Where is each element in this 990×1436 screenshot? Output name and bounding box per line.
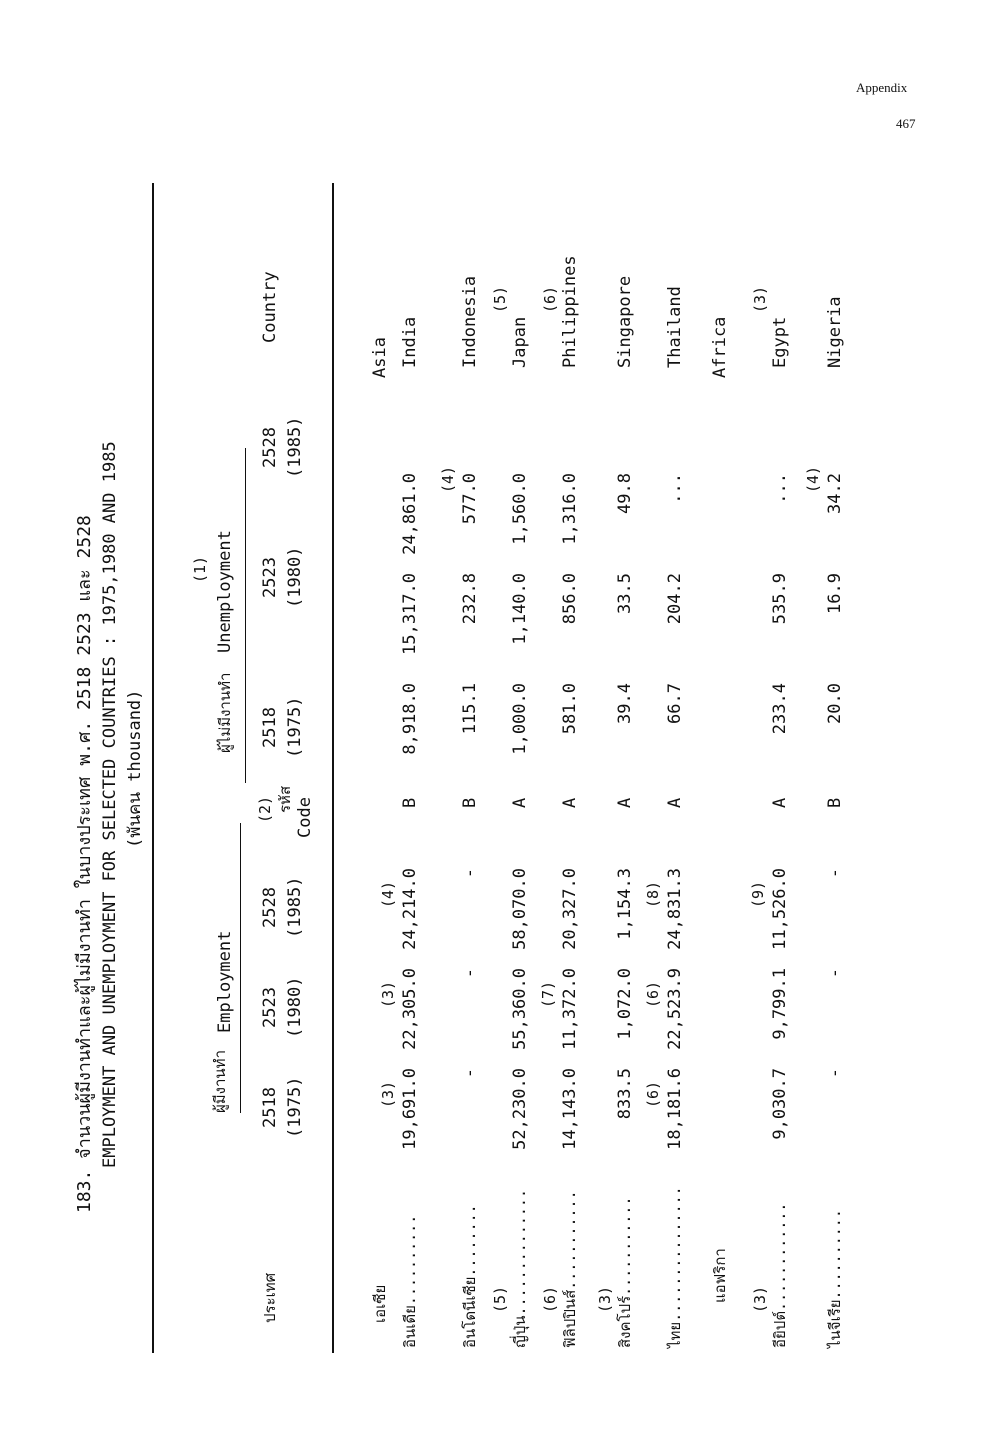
employment-value: - bbox=[825, 868, 845, 879]
employment-value: 1,154.3 bbox=[615, 868, 635, 940]
unemployment-value: 535.9 bbox=[770, 573, 790, 625]
employment-value: 833.5 bbox=[615, 1068, 635, 1120]
region-label-thai: เอเซีย bbox=[371, 1284, 389, 1323]
table-row-country-english: Indonesia bbox=[460, 275, 480, 368]
country-header-thai: ประเทศ bbox=[261, 1272, 279, 1323]
unemployment-value: 16.9 bbox=[825, 573, 845, 614]
table-row-country-thai: ไนจีเรีย.......... bbox=[826, 1209, 844, 1348]
code-value: A bbox=[510, 797, 530, 808]
employment-value: 22,305.0 bbox=[400, 968, 420, 1050]
unemployment-value: 232.8 bbox=[460, 573, 480, 625]
table-row-country-thai: อินโดนีเซีย........ bbox=[461, 1204, 479, 1348]
unemployment-year-be: 2528 bbox=[260, 427, 280, 468]
unemployment-rule bbox=[245, 448, 246, 783]
unemployment-value: 581.0 bbox=[560, 683, 580, 735]
unemployment-value: 577.0 bbox=[460, 473, 480, 525]
unemployment-value: 15,317.0 bbox=[400, 573, 420, 655]
rotated-table-page bbox=[74, 183, 960, 1353]
page-number: 467 bbox=[896, 116, 916, 131]
region-label-thai: แอฟริกา bbox=[711, 1248, 729, 1303]
table-row-country-english: India bbox=[400, 316, 420, 368]
employment-value: 18,181.6 bbox=[665, 1068, 685, 1150]
country-footnote: (5) bbox=[491, 1285, 509, 1313]
unemployment-header-thai: ผู้ไม่มีงานทำ bbox=[216, 672, 234, 753]
bottom-rule bbox=[332, 183, 334, 1353]
table-row-country-thai: สิงคโปร์........... bbox=[616, 1196, 634, 1348]
code-value: A bbox=[615, 797, 635, 808]
unemployment-value: 1,560.0 bbox=[510, 473, 530, 545]
employment-value: 52,230.0 bbox=[510, 1068, 530, 1150]
employment-value: - bbox=[825, 1068, 845, 1079]
unemployment-value: 20.0 bbox=[825, 683, 845, 724]
value-footnote: (4) bbox=[804, 465, 822, 493]
code-value: A bbox=[665, 797, 685, 808]
code-footnote: (2) bbox=[256, 795, 274, 823]
value-footnote: (6) bbox=[644, 980, 662, 1008]
employment-value: 58,070.0 bbox=[510, 868, 530, 950]
table-row-country-thai: ไทย............... bbox=[666, 1186, 684, 1348]
table-row-country-english: Nigeria bbox=[825, 296, 845, 368]
unemployment-value: 8,918.0 bbox=[400, 683, 420, 755]
employment-value: 24,214.0 bbox=[400, 868, 420, 950]
table-row-country-thai: อินเดีย.......... bbox=[401, 1214, 419, 1348]
employment-value: 11,372.0 bbox=[560, 968, 580, 1050]
country-footnote: (6) bbox=[541, 1285, 559, 1313]
employment-value: 9,030.7 bbox=[770, 1068, 790, 1140]
unemployment-value: 115.1 bbox=[460, 683, 480, 735]
table-row-country-thai: ญี่ปุ่น.............. bbox=[511, 1189, 529, 1348]
country-header-english: Country bbox=[260, 271, 280, 343]
employment-value: 1,072.0 bbox=[615, 968, 635, 1040]
employment-value: 22,523.9 bbox=[665, 968, 685, 1050]
unemployment-value: 24,861.0 bbox=[400, 473, 420, 555]
employment-value: 24,831.3 bbox=[665, 868, 685, 950]
value-footnote: (9) bbox=[749, 880, 767, 908]
code-header-english: Code bbox=[295, 797, 315, 838]
unemployment-value: 34.2 bbox=[825, 473, 845, 514]
value-footnote: (7) bbox=[539, 980, 557, 1008]
top-rule bbox=[152, 183, 154, 1353]
code-header-thai: รหัส bbox=[276, 785, 294, 813]
country-footnote: (3) bbox=[751, 1285, 769, 1313]
value-footnote: (4) bbox=[439, 465, 457, 493]
employment-value: - bbox=[460, 868, 480, 879]
value-footnote: (8) bbox=[644, 880, 662, 908]
unemployment-value: ... bbox=[770, 473, 790, 504]
code-value: B bbox=[460, 797, 480, 808]
unemployment-value: 39.4 bbox=[615, 683, 635, 724]
employment-value: 14,143.0 bbox=[560, 1068, 580, 1150]
employment-value: 9,799.1 bbox=[770, 968, 790, 1040]
code-value: A bbox=[770, 797, 790, 808]
unemployment-year-be: 2518 bbox=[260, 707, 280, 748]
unemployment-value: 204.2 bbox=[665, 573, 685, 625]
employment-value: - bbox=[460, 968, 480, 979]
unemployment-value: 856.0 bbox=[560, 573, 580, 625]
country-footnote: (5) bbox=[491, 285, 509, 313]
employment-header-thai: ผู้มีงานทำ bbox=[211, 1050, 229, 1113]
table-row-country-thai: อียิปต์............ bbox=[771, 1202, 789, 1348]
unemployment-value: 49.8 bbox=[615, 473, 635, 514]
employment-value: 20,327.0 bbox=[560, 868, 580, 950]
unemployment-value: 1,000.0 bbox=[510, 683, 530, 755]
unemployment-value: 1,316.0 bbox=[560, 473, 580, 545]
unemployment-year-ce: (1980) bbox=[285, 546, 305, 608]
employment-rule bbox=[240, 823, 241, 1113]
table-row-country-english: Singapore bbox=[615, 275, 635, 368]
value-footnote: (3) bbox=[379, 980, 397, 1008]
employment-value: 19,691.0 bbox=[400, 1068, 420, 1150]
table-unit: (พันคน thousand) bbox=[125, 689, 145, 848]
value-footnote: (6) bbox=[644, 1080, 662, 1108]
employment-value: 11,526.0 bbox=[770, 868, 790, 950]
unemployment-year-ce: (1975) bbox=[285, 696, 305, 758]
code-value: A bbox=[560, 797, 580, 808]
code-value: B bbox=[400, 797, 420, 808]
code-value: B bbox=[825, 797, 845, 808]
employment-year-ce: (1975) bbox=[285, 1076, 305, 1138]
employment-value: - bbox=[460, 1068, 480, 1079]
region-label-english: Africa bbox=[710, 316, 730, 378]
value-footnote: (4) bbox=[379, 880, 397, 908]
employment-value: 55,360.0 bbox=[510, 968, 530, 1050]
country-footnote: (3) bbox=[596, 1285, 614, 1313]
unemployment-footnote: (1) bbox=[191, 555, 209, 583]
unemployment-value: ... bbox=[665, 473, 685, 504]
employment-value: - bbox=[825, 968, 845, 979]
table-row-country-english: Japan bbox=[510, 316, 530, 368]
table-row-country-english: Philippines bbox=[560, 255, 580, 368]
table-row-country-english: Thailand bbox=[665, 286, 685, 368]
country-footnote: (6) bbox=[541, 285, 559, 313]
region-label-english: Asia bbox=[370, 337, 390, 378]
unemployment-value: 233.4 bbox=[770, 683, 790, 735]
appendix-label: Appendix bbox=[856, 80, 908, 95]
unemployment-value: 1,140.0 bbox=[510, 573, 530, 645]
employment-header-english: Employment bbox=[215, 930, 235, 1033]
unemployment-year-be: 2523 bbox=[260, 557, 280, 598]
employment-year-ce: (1985) bbox=[285, 876, 305, 938]
table-row-country-english: Egypt bbox=[770, 316, 790, 368]
unemployment-header-english: Unemployment bbox=[215, 530, 235, 653]
table-title-thai: 183. จำนวนผู้มีงานทำและผู้ไม่มีงานทำ ในบางประเทศ พ.ศ. 2518 2523 และ 2528 bbox=[74, 515, 95, 1213]
employment-year-ce: (1980) bbox=[285, 976, 305, 1038]
country-footnote: (3) bbox=[751, 285, 769, 313]
employment-year-be: 2528 bbox=[260, 887, 280, 928]
unemployment-year-ce: (1985) bbox=[285, 416, 305, 478]
value-footnote: (3) bbox=[379, 1080, 397, 1108]
table-title-english: EMPLOYMENT AND UNEMPLOYMENT FOR SELECTED COUNTRIES : 1975,1980 AND 1985 bbox=[100, 441, 120, 1168]
table-row-country-thai: ฟิลิปปินส์........... bbox=[561, 1190, 579, 1348]
unemployment-value: 66.7 bbox=[665, 683, 685, 724]
unemployment-value: 33.5 bbox=[615, 573, 635, 614]
employment-year-be: 2523 bbox=[260, 987, 280, 1028]
employment-year-be: 2518 bbox=[260, 1087, 280, 1128]
